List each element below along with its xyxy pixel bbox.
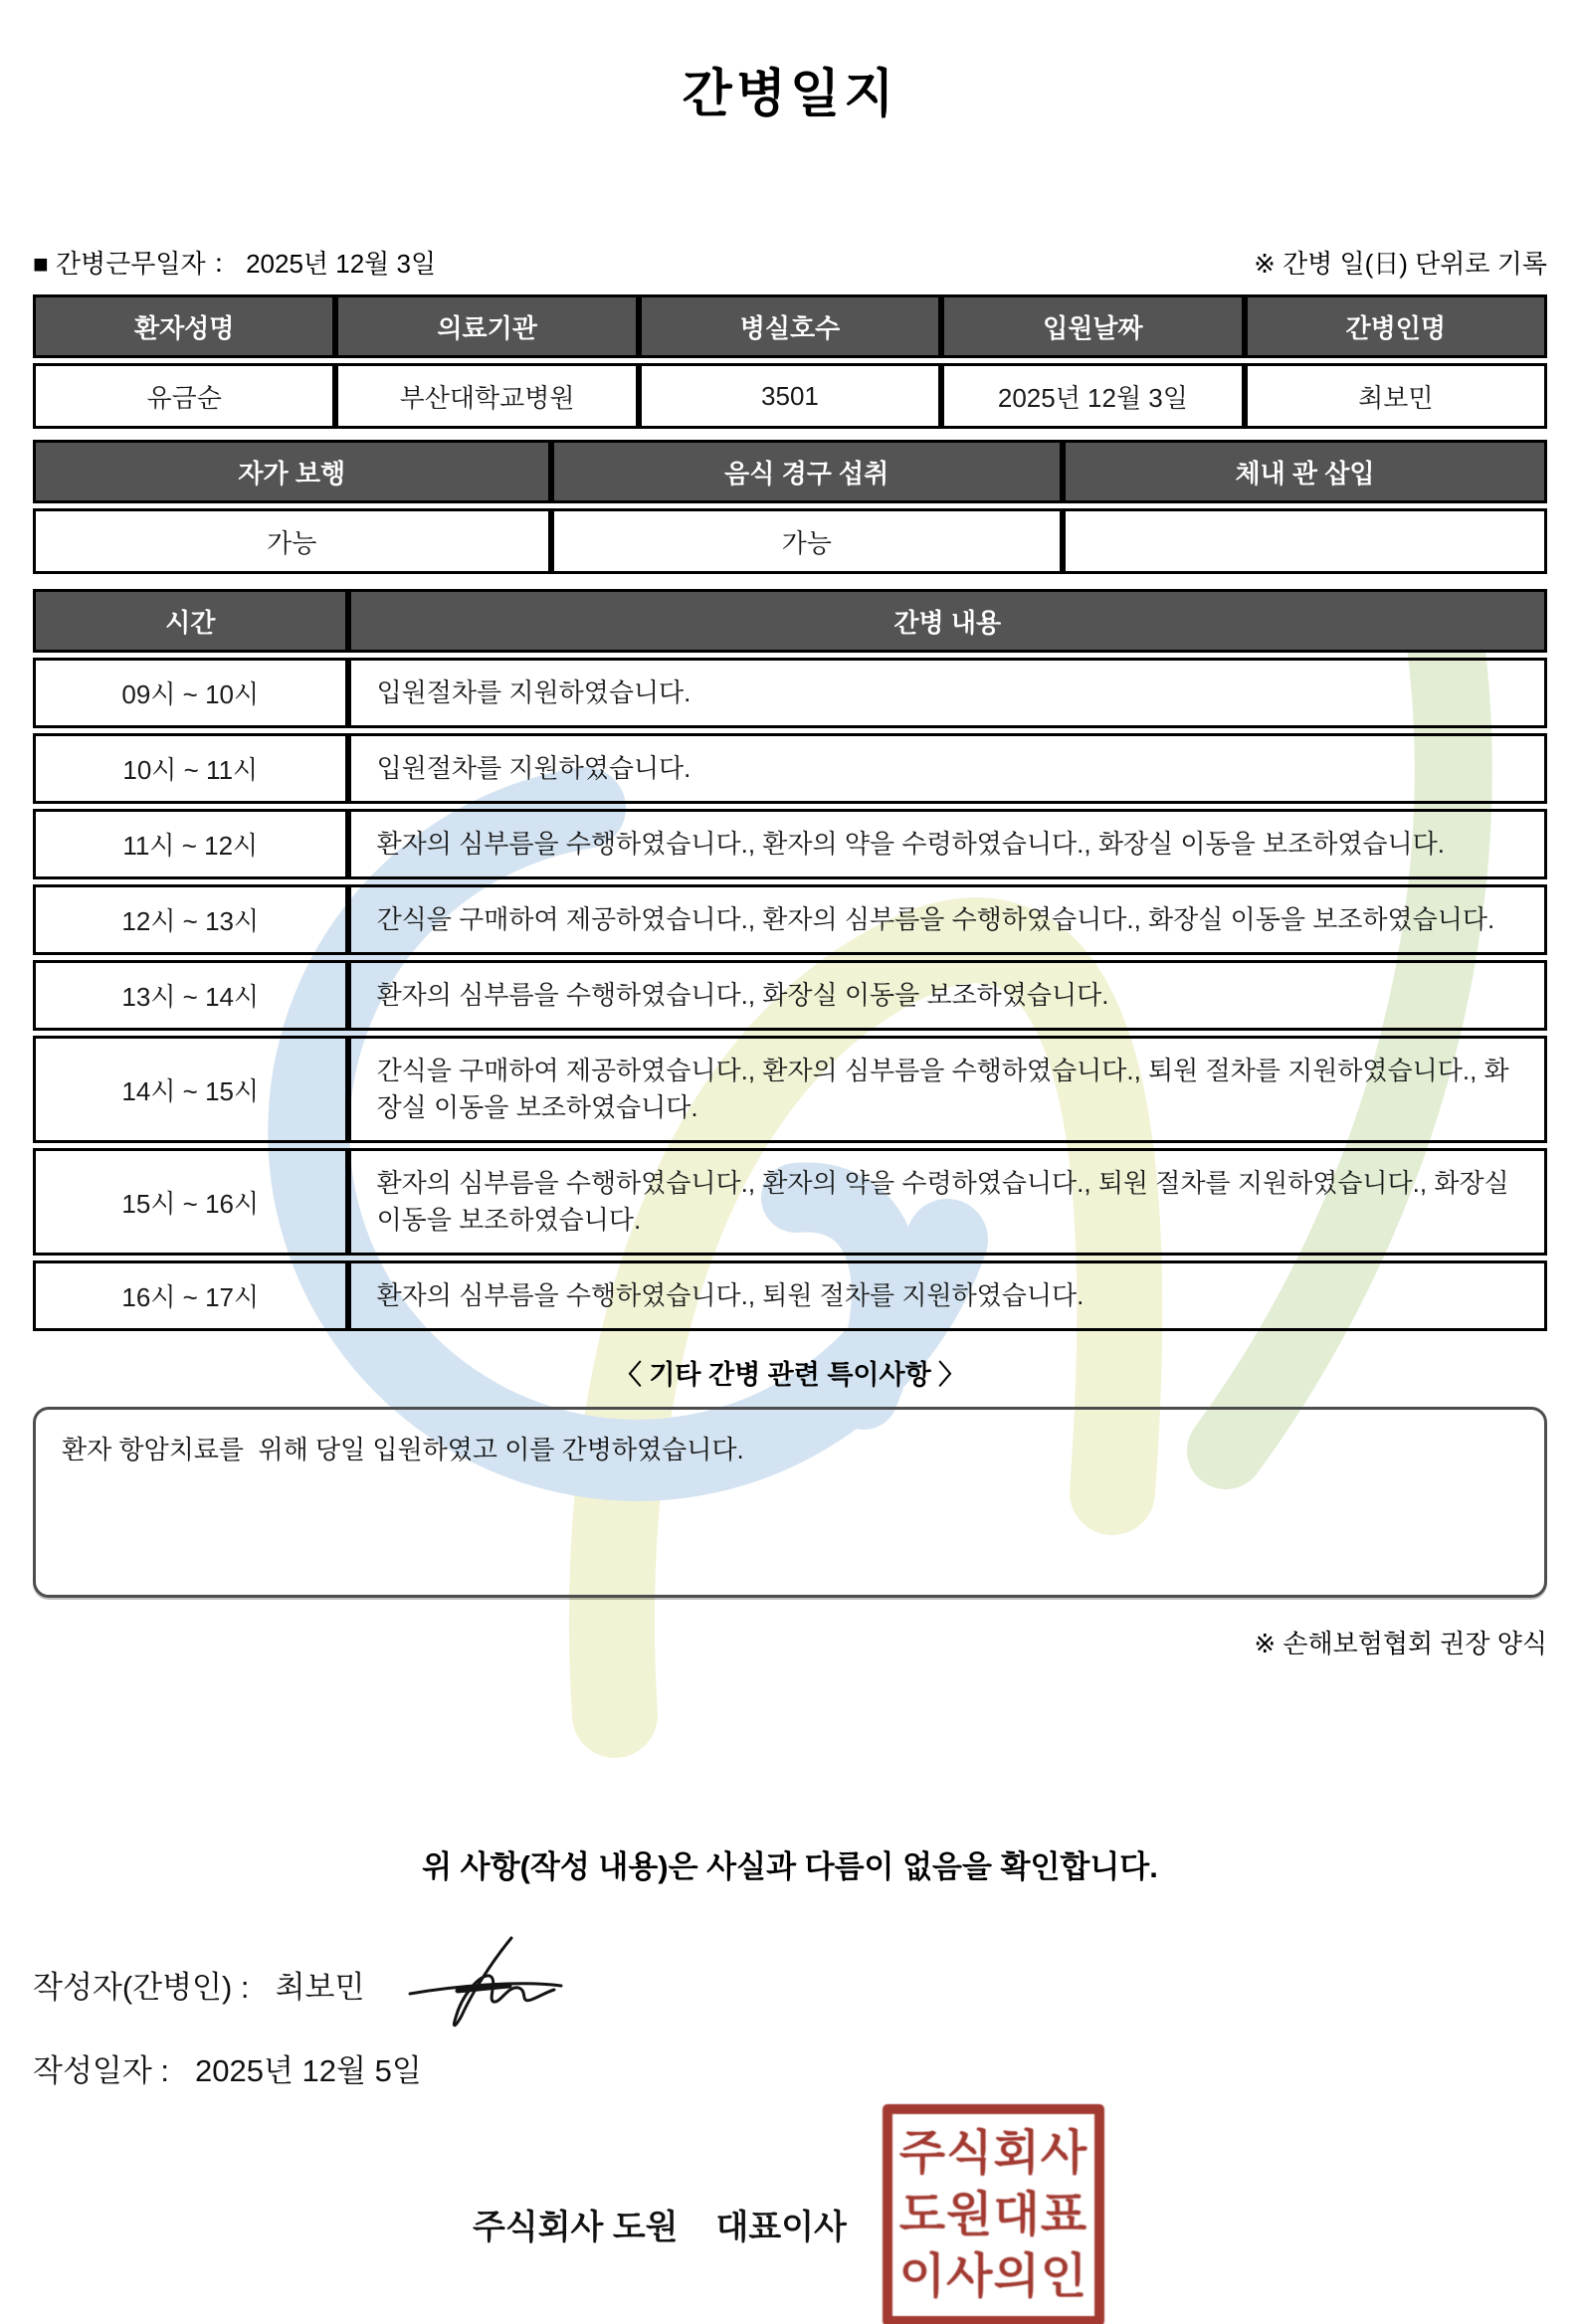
header-admission-date: 입원날짜 [941, 294, 1244, 358]
company-line [473, 2200, 847, 2248]
care-work-date: ■ 간병근무일자 ： 2025년 12월 3일 [33, 249, 437, 279]
header-patient-name: 환자성명 [33, 294, 335, 358]
care-log-content: 간식을 구매하여 제공하였습니다., 환자의 심부름을 수행하였습니다., 화장실 이동을 보조하였습니다. [348, 884, 1547, 955]
care-log-row [33, 809, 1547, 879]
care-log-content: 입원절차를 지원하였습니다. [348, 733, 1547, 804]
care-log-time: 16시 ~ 17시 [33, 1260, 348, 1331]
care-log-time: 12시 ~ 13시 [33, 884, 348, 955]
stamp-line-1: 주식회사 [898, 2126, 1088, 2180]
care-log-content: 환자의 심부름을 수행하였습니다., 환자의 약을 수령하였습니다., 화장실 이동을 보조하였습니다. [348, 809, 1547, 879]
care-log-time: 13시 ~ 14시 [33, 960, 348, 1031]
written-date-value: 2025년 12월 5일 [195, 2053, 422, 2088]
care-log-row [33, 733, 1547, 804]
patient-info-value-row [33, 363, 1547, 429]
care-log-content: 입원절차를 지원하였습니다. [348, 658, 1547, 728]
status-value-row [33, 508, 1547, 574]
special-notes-box: 환자 항암치료를 위해 당일 입원하였고 이를 간병하였습니다. [33, 1407, 1547, 1598]
writer-name: 최보민 [275, 1969, 365, 2005]
header-room-number: 병실호수 [639, 294, 941, 358]
status-header-row [33, 440, 1547, 503]
care-log-time: 15시 ~ 16시 [33, 1148, 348, 1256]
header-self-walking: 자가 보행 [33, 440, 551, 503]
stamp-line-2: 도원대표 [898, 2188, 1088, 2241]
document-content [0, 52, 1580, 2324]
patient-status-table [33, 435, 1547, 579]
care-log-row [33, 1148, 1547, 1256]
daily-record-note: ※ 간병 일(日) 단위로 기록 [1254, 249, 1547, 279]
footer [33, 2104, 1547, 2324]
care-log-content: 환자의 심부름을 수행하였습니다., 퇴원 절차를 지원하였습니다. [348, 1260, 1547, 1331]
written-date-line [33, 2045, 1547, 2090]
care-log-header-row [33, 589, 1547, 653]
confirmation-statement: 위 사항(작성 내용)은 사실과 다름이 없음을 확인합니다. [422, 1849, 1158, 1884]
company-name: 주식회사 도원 [473, 2209, 679, 2246]
header-care-content: 간병 내용 [348, 589, 1547, 653]
patient-info-table [33, 290, 1547, 434]
ceo-title: 대표이사 [715, 2209, 847, 2246]
care-log-time: 10시 ~ 11시 [33, 733, 348, 804]
care-log-time: 09시 ~ 10시 [33, 658, 348, 728]
written-date-label: 작성일자 : [33, 2053, 170, 2088]
writer-line [33, 1944, 1547, 2024]
care-log-row [33, 1260, 1547, 1331]
meta-row [33, 244, 1547, 281]
value-medical-institution: 부산대학교병원 [335, 363, 638, 429]
care-log-row [33, 658, 1547, 728]
care-log-row [33, 884, 1547, 955]
stamp-line-3: 이사의인 [898, 2249, 1088, 2303]
care-log-time: 14시 ~ 15시 [33, 1036, 348, 1143]
insurance-association-note: ※ 손해보험협회 권장 양식 [1254, 1629, 1547, 1658]
header-oral-intake: 음식 경구 섭취 [551, 440, 1063, 503]
corporate-seal-stamp [883, 2104, 1104, 2324]
care-log-content: 환자의 심부름을 수행하였습니다., 화장실 이동을 보조하였습니다. [348, 960, 1547, 1031]
value-room-number: 3501 [639, 363, 941, 429]
header-time: 시간 [33, 589, 348, 653]
care-log-time: 11시 ~ 12시 [33, 809, 348, 879]
value-caregiver-name: 최보민 [1245, 363, 1547, 429]
header-caregiver-name: 간병인명 [1245, 294, 1547, 358]
value-oral-intake: 가능 [551, 508, 1063, 574]
header-medical-institution: 의료기관 [335, 294, 638, 358]
signature-scribble [400, 1934, 579, 2030]
care-log-content: 환자의 심부름을 수행하였습니다., 환자의 약을 수령하였습니다., 퇴원 절차를 지원하였습니다., 화장실 이동을 보조하였습니다. [348, 1148, 1547, 1256]
care-log-content: 간식을 구매하여 제공하였습니다., 환자의 심부름을 수행하였습니다., 퇴원 절차를 지원하였습니다., 화장실 이동을 보조하였습니다. [348, 1036, 1547, 1143]
care-log-row [33, 960, 1547, 1031]
care-log-row [33, 1036, 1547, 1143]
value-self-walking: 가능 [33, 508, 551, 574]
header-tube-insertion: 체내 관 삽입 [1063, 440, 1547, 503]
page-title: 간병일지 [682, 66, 898, 123]
care-log-table [33, 584, 1547, 1336]
value-admission-date: 2025년 12월 3일 [941, 363, 1244, 429]
value-tube-insertion [1063, 508, 1547, 574]
writer-label: 작성자(간병인) : [33, 1969, 250, 2005]
value-patient-name: 유금순 [33, 363, 335, 429]
patient-info-header-row [33, 294, 1547, 358]
special-notes-title: 〈 기타 간병 관련 특이사항 〉 [614, 1360, 966, 1390]
